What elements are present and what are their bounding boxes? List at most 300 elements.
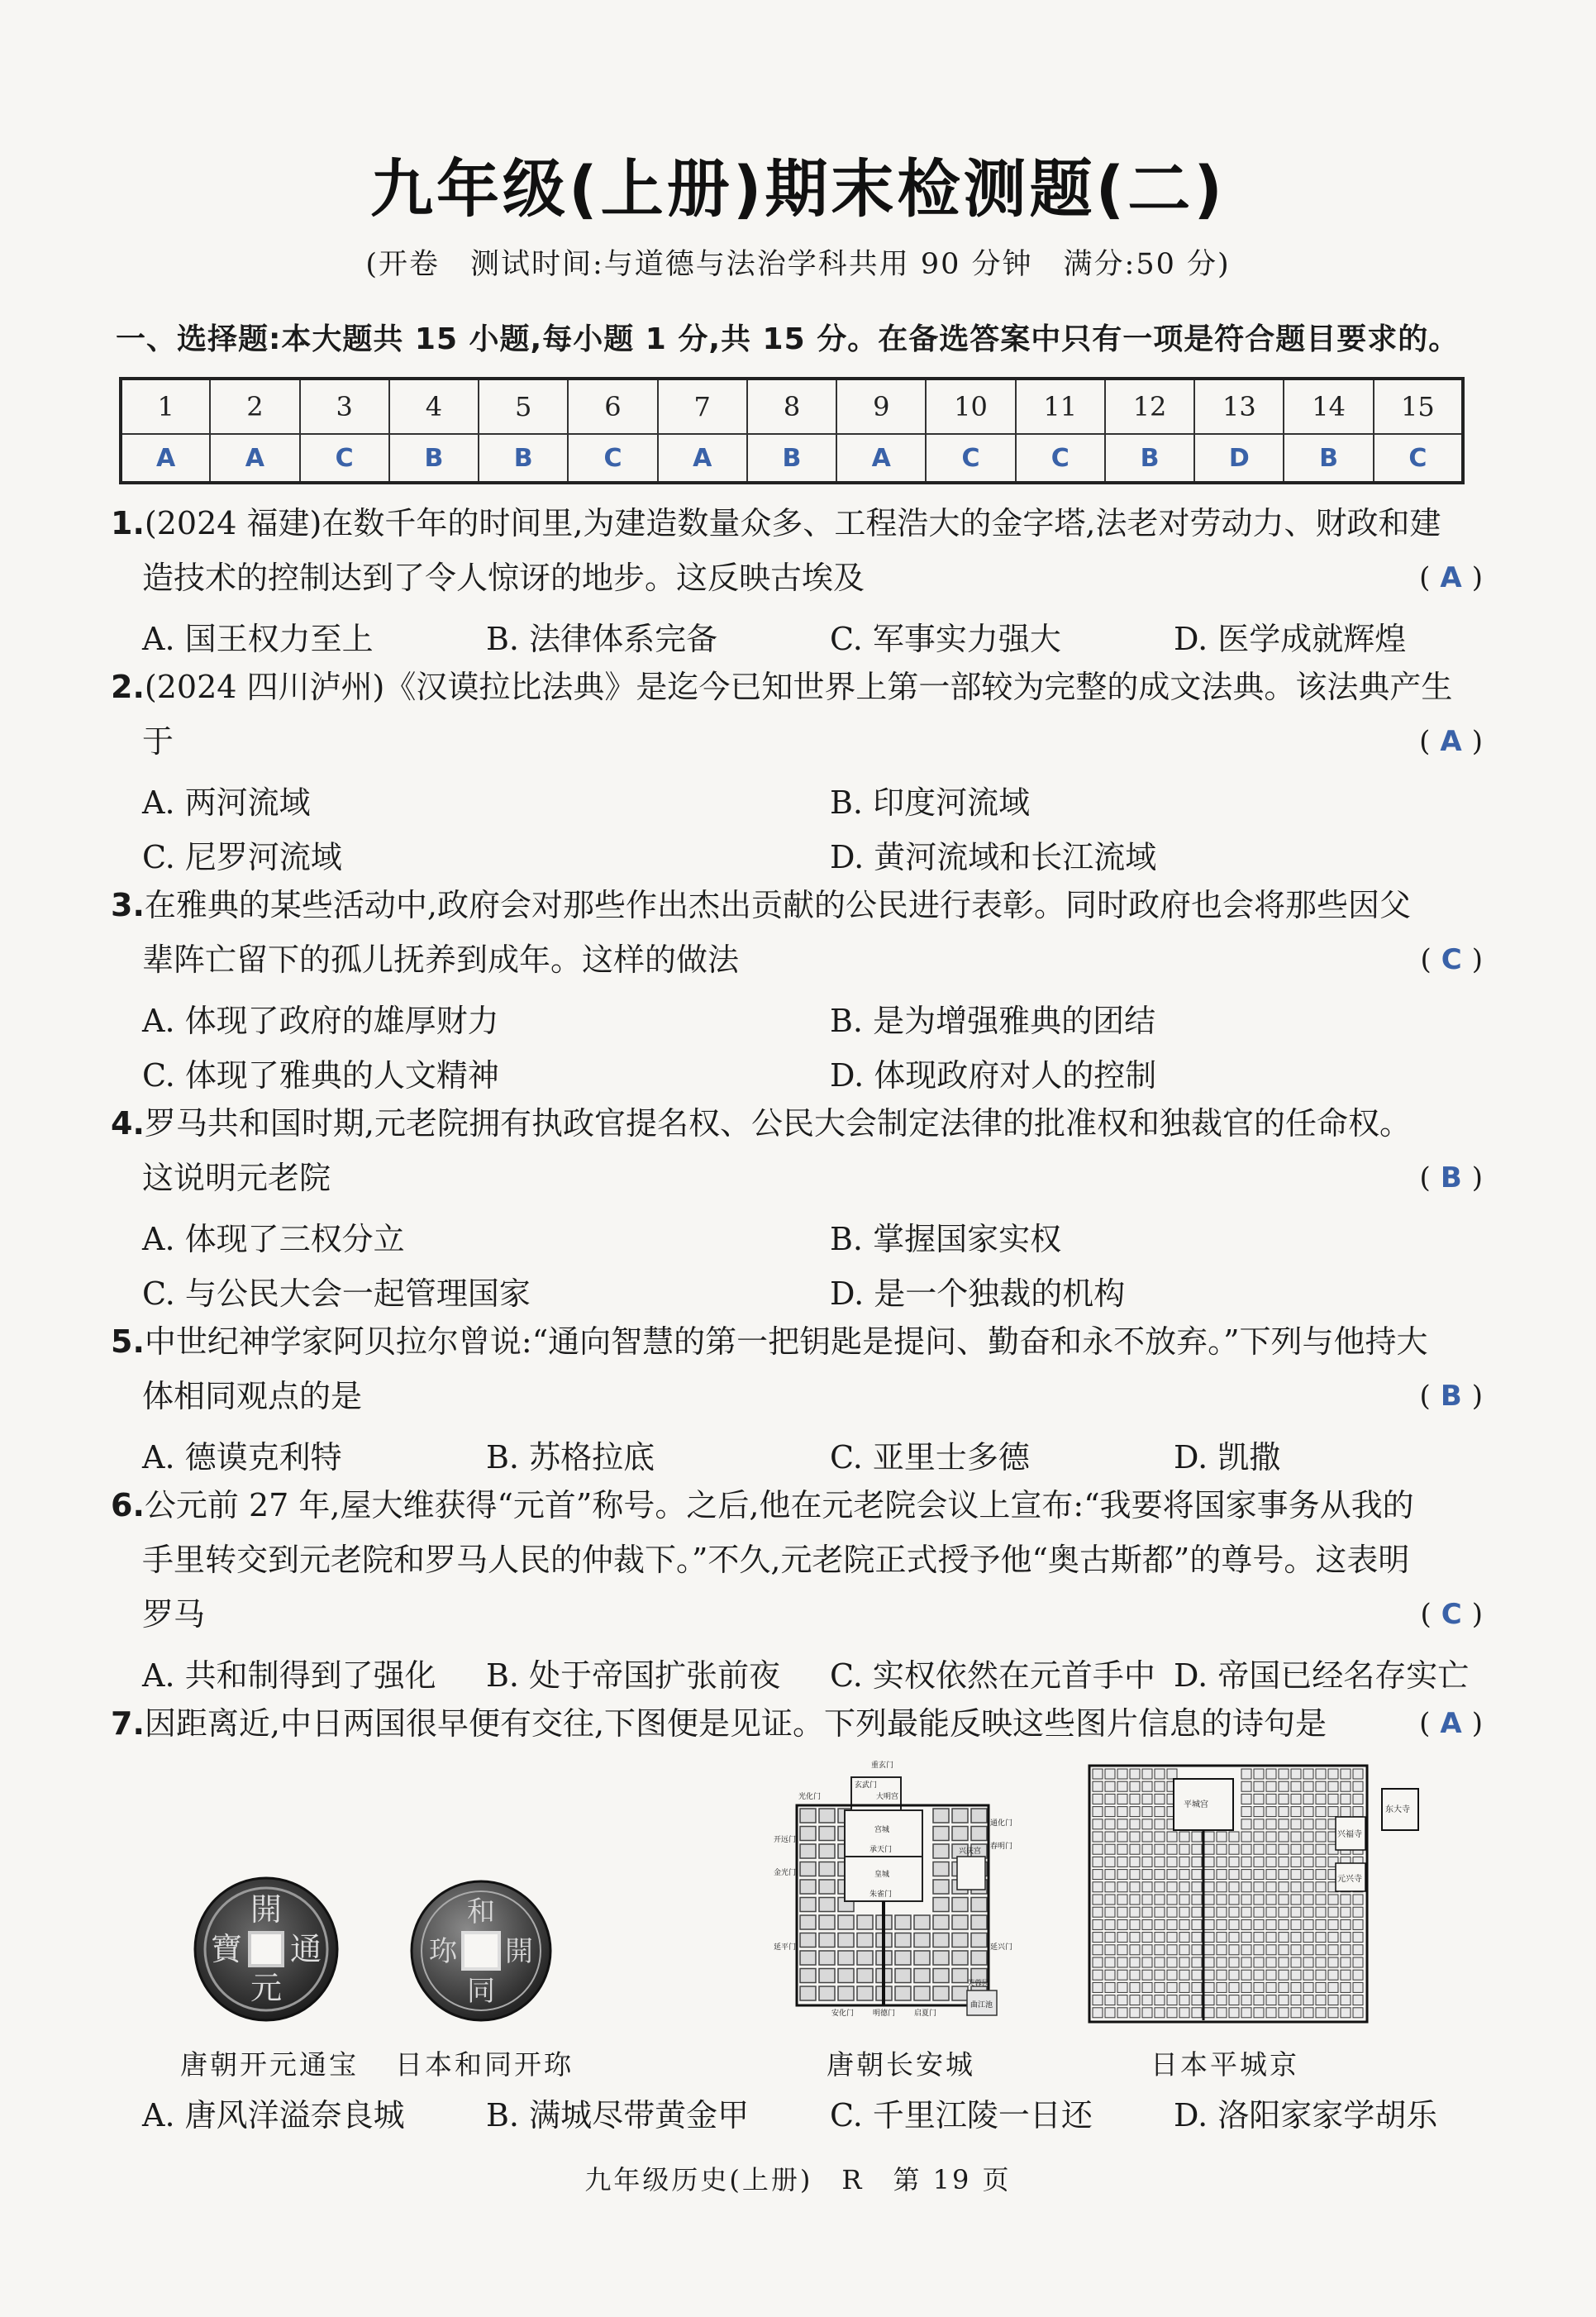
answer-table-number-cell: 9 xyxy=(836,379,926,434)
map-label: 芙蓉园 xyxy=(967,1980,990,1988)
city-ward-block xyxy=(1341,1794,1351,1804)
city-ward-block xyxy=(1130,1857,1140,1866)
city-ward-block xyxy=(1142,1882,1152,1892)
city-ward-block xyxy=(914,1986,930,2000)
map-label: 承天门 xyxy=(869,1846,893,1854)
city-ward-block xyxy=(1241,1907,1251,1917)
city-ward-block xyxy=(1328,1895,1338,1905)
city-ward-block xyxy=(1303,1794,1313,1804)
city-ward-block xyxy=(1117,2008,1127,2018)
city-ward-block xyxy=(1142,1933,1152,1943)
coin-char: 和 xyxy=(467,1895,495,1928)
answer-table-number-cell: 15 xyxy=(1374,379,1463,434)
city-ward-block xyxy=(1254,1844,1264,1854)
city-ward-block xyxy=(819,1951,835,1965)
city-ward-block xyxy=(1241,1982,1251,1992)
city-ward-block xyxy=(1229,2008,1239,2018)
map-label: 通化门 xyxy=(990,1819,1013,1828)
city-ward-block xyxy=(1303,1957,1313,1967)
city-ward-block xyxy=(1341,1945,1351,1955)
city-ward-block xyxy=(1167,1982,1177,1992)
city-ward-block xyxy=(1279,1870,1289,1880)
city-ward-block xyxy=(1303,1933,1313,1943)
answer-bracket: ( A ) xyxy=(1419,1707,1483,1740)
city-ward-block xyxy=(933,1933,949,1948)
city-ward-block xyxy=(1117,1995,1127,2005)
map-label: 朱雀门 xyxy=(869,1890,893,1899)
city-ward-block xyxy=(838,1986,854,2000)
city-ward-block xyxy=(895,1969,911,1983)
city-ward-block xyxy=(1117,1933,1127,1943)
map-label: 延兴门 xyxy=(990,1943,1013,1952)
city-ward-block xyxy=(1254,1895,1264,1905)
map-label: 春明门 xyxy=(990,1843,1013,1851)
city-ward-block xyxy=(1316,1819,1326,1829)
city-ward-block xyxy=(1316,2008,1326,2018)
city-ward-block xyxy=(1279,1895,1289,1905)
city-ward-block xyxy=(1192,1919,1202,1929)
city-ward-block xyxy=(1353,1919,1363,1929)
city-ward-block xyxy=(1155,1882,1165,1892)
map-label: 开远门 xyxy=(774,1836,797,1844)
city-ward-block xyxy=(1105,1995,1115,2005)
city-ward-block xyxy=(933,1844,949,1858)
question-text: 在雅典的某些活动中,政府会对那些作出杰出贡献的公民进行表彰。同时政府也会将那些因父 xyxy=(144,887,1411,923)
city-ward-block xyxy=(952,1951,968,1965)
city-ward-block xyxy=(971,1898,987,1912)
city-ward-block xyxy=(1229,1970,1239,1980)
city-ward-block xyxy=(1291,1970,1301,1980)
option-a: A. 德谟克利特 xyxy=(142,1439,342,1476)
city-ward-block xyxy=(1130,1945,1140,1955)
city-ward-block xyxy=(1303,1982,1313,1992)
city-ward-block xyxy=(1105,1807,1115,1817)
city-ward-block xyxy=(1167,2008,1177,2018)
city-ward-block xyxy=(1130,1870,1140,1880)
city-ward-block xyxy=(895,1986,911,2000)
question-number: 3. xyxy=(111,887,145,923)
answer-table-number-cell: 7 xyxy=(658,379,747,434)
city-ward-block xyxy=(1192,2008,1202,2018)
city-ward-block xyxy=(1093,1982,1103,1992)
city-ward-block xyxy=(1303,1970,1313,1980)
city-ward-block xyxy=(1142,1982,1152,1992)
city-ward-block xyxy=(1142,1794,1152,1804)
city-ward-block xyxy=(1291,1982,1301,1992)
city-ward-block xyxy=(1142,1995,1152,2005)
city-ward-block xyxy=(1155,1819,1165,1829)
city-ward-block xyxy=(1204,2008,1214,2018)
city-ward-block xyxy=(1316,1945,1326,1955)
city-ward-block xyxy=(1093,1945,1103,1955)
answer-table-answer-cell: C xyxy=(926,434,1015,483)
city-ward-block xyxy=(1316,1781,1326,1791)
city-ward-block xyxy=(1266,1794,1276,1804)
city-ward-block xyxy=(1241,1933,1251,1943)
answer-bracket: ( A ) xyxy=(1419,561,1483,594)
city-ward-block xyxy=(1266,1882,1276,1892)
city-ward-block xyxy=(933,1951,949,1965)
coin-char: 通 xyxy=(289,1931,322,1967)
city-ward-block xyxy=(1130,1895,1140,1905)
city-ward-block xyxy=(1204,1844,1214,1854)
city-ward-block xyxy=(1266,1907,1276,1917)
question-number: 7. xyxy=(111,1705,145,1742)
city-ward-block xyxy=(952,1986,968,2000)
city-ward-block xyxy=(1291,1919,1301,1929)
city-ward-block xyxy=(1167,1882,1177,1892)
city-ward-block xyxy=(1217,1957,1227,1967)
map-label: 曲江池 xyxy=(970,2001,993,2009)
city-ward-block xyxy=(1217,1870,1227,1880)
city-ward-block xyxy=(1229,1844,1239,1854)
answer-bracket: ( B ) xyxy=(1419,1380,1483,1413)
city-ward-block xyxy=(1341,1970,1351,1980)
city-ward-block xyxy=(1204,1895,1214,1905)
city-ward-block xyxy=(1303,1919,1313,1929)
option-d: D. 是一个独裁的机构 xyxy=(830,1275,1126,1312)
map-label: 元兴寺 xyxy=(1337,1875,1362,1884)
city-ward-block xyxy=(1328,1982,1338,1992)
question-text: 罗马共和国时期,元老院拥有执政官提名权、公民大会制定法律的批准权和独裁官的任命权。 xyxy=(144,1105,1411,1142)
answer-table-number-cell: 2 xyxy=(210,379,299,434)
city-ward-block xyxy=(1192,1982,1202,1992)
city-ward-block xyxy=(933,1862,949,1876)
city-ward-block xyxy=(1204,1957,1214,1967)
answer-letter: A xyxy=(1440,561,1462,594)
city-ward-block xyxy=(1155,1945,1165,1955)
city-ward-block xyxy=(857,1915,873,1929)
city-ward-block xyxy=(1266,1945,1276,1955)
city-ward-block xyxy=(1204,1945,1214,1955)
city-ward-block xyxy=(1142,1807,1152,1817)
city-ward-block xyxy=(1316,1769,1326,1779)
city-ward-block xyxy=(1291,1857,1301,1866)
option-c: C. 实权依然在元首手中 xyxy=(830,1657,1155,1694)
question-4 xyxy=(111,1096,1483,1205)
city-ward-block xyxy=(1167,1970,1177,1980)
city-ward-block xyxy=(1155,1895,1165,1905)
city-ward-block xyxy=(1254,1970,1264,1980)
city-ward-block xyxy=(1279,1907,1289,1917)
city-ward-block xyxy=(1341,1895,1351,1905)
city-ward-block xyxy=(819,1969,835,1983)
city-ward-block xyxy=(800,1880,816,1894)
city-ward-block xyxy=(1241,1957,1251,1967)
city-ward-block xyxy=(1155,1781,1165,1791)
city-ward-block xyxy=(1192,1970,1202,1980)
city-ward-block xyxy=(1155,1844,1165,1854)
city-ward-block xyxy=(1117,1970,1127,1980)
city-ward-block xyxy=(1241,1769,1251,1779)
city-ward-block xyxy=(1353,1781,1363,1791)
city-ward-block xyxy=(1316,1794,1326,1804)
city-ward-block xyxy=(1279,1945,1289,1955)
city-ward-block xyxy=(1167,1769,1177,1779)
question-text: 手里转交到元老院和罗马人民的仲裁下。”不久,元老院正式授予他“奥古斯都”的尊号。这表明 xyxy=(142,1542,1410,1578)
city-ward-block xyxy=(1316,1882,1326,1892)
city-ward-block xyxy=(1130,1807,1140,1817)
city-ward-block xyxy=(1254,1832,1264,1842)
city-ward-block xyxy=(1353,1769,1363,1779)
coin-char: 開 xyxy=(505,1935,533,1968)
coin-char: 同 xyxy=(467,1975,495,2008)
city-ward-block xyxy=(1266,1832,1276,1842)
city-ward-block xyxy=(1130,1957,1140,1967)
city-ward-block xyxy=(1217,1844,1227,1854)
city-ward-block xyxy=(800,1951,816,1965)
city-ward-block xyxy=(1254,1857,1264,1866)
city-ward-block xyxy=(1204,1970,1214,1980)
city-ward-block xyxy=(1130,2008,1140,2018)
city-ward-block xyxy=(1241,1919,1251,1929)
city-ward-block xyxy=(1179,1970,1189,1980)
city-ward-block xyxy=(1093,1970,1103,1980)
city-ward-block xyxy=(1254,1957,1264,1967)
map-label: 重玄门 xyxy=(871,1762,894,1770)
answer-table-number-cell: 5 xyxy=(479,379,568,434)
city-ward-block xyxy=(1204,1995,1214,2005)
city-ward-block xyxy=(1279,1933,1289,1943)
city-ward-block xyxy=(1105,1769,1115,1779)
city-ward-block xyxy=(1155,1970,1165,1980)
city-ward-block xyxy=(1179,1907,1189,1917)
city-ward-block xyxy=(1142,1769,1152,1779)
question-text: 罗马 xyxy=(142,1596,206,1633)
city-ward-block xyxy=(1105,1857,1115,1866)
option-a: A. 体现了政府的雄厚财力 xyxy=(142,1003,499,1039)
city-ward-block xyxy=(1117,1844,1127,1854)
city-ward-block xyxy=(1279,1819,1289,1829)
city-ward-block xyxy=(1241,1895,1251,1905)
city-ward-block xyxy=(1241,1857,1251,1866)
city-ward-block xyxy=(1130,1832,1140,1842)
question-text: 于 xyxy=(142,723,174,760)
map-label: 兴福寺 xyxy=(1337,1830,1362,1839)
city-ward-block xyxy=(1105,1781,1115,1791)
city-ward-block xyxy=(1229,1857,1239,1866)
city-ward-block xyxy=(1217,1857,1227,1866)
option-c: C. 军事实力强大 xyxy=(830,621,1061,657)
city-ward-block xyxy=(1341,1919,1351,1929)
city-ward-block xyxy=(1179,1844,1189,1854)
city-ward-block xyxy=(1353,1957,1363,1967)
city-ward-block xyxy=(1093,1781,1103,1791)
city-ward-block xyxy=(1093,2008,1103,2018)
answer-table-number-cell: 12 xyxy=(1105,379,1194,434)
city-ward-block xyxy=(819,1827,835,1841)
city-ward-block xyxy=(1179,1832,1189,1842)
caption-heijokyo: 日本平城京 xyxy=(1151,2048,1299,2081)
map-label: 皇城 xyxy=(874,1871,890,1879)
city-ward-block xyxy=(1204,1832,1214,1842)
option-c: C. 千里江陵一日还 xyxy=(830,2097,1093,2133)
city-ward-block xyxy=(1192,1957,1202,1967)
city-ward-block xyxy=(1303,1819,1313,1829)
city-ward-block xyxy=(1167,1895,1177,1905)
city-ward-block xyxy=(1142,1781,1152,1791)
city-ward-block xyxy=(1217,1945,1227,1955)
city-ward-block xyxy=(819,1844,835,1858)
city-ward-block xyxy=(1279,1882,1289,1892)
city-ward-block xyxy=(1241,1781,1251,1791)
city-ward-block xyxy=(1328,1781,1338,1791)
city-ward-block xyxy=(1093,1895,1103,1905)
city-ward-block xyxy=(1328,1907,1338,1917)
city-ward-block xyxy=(1291,1995,1301,2005)
city-ward-block xyxy=(1155,1769,1165,1779)
city-ward-block xyxy=(1142,1945,1152,1955)
city-ward-block xyxy=(1303,1857,1313,1866)
city-ward-block xyxy=(1217,1882,1227,1892)
city-ward-block xyxy=(1192,1882,1202,1892)
answer-table-number-cell: 11 xyxy=(1016,379,1105,434)
city-ward-block xyxy=(1155,1857,1165,1866)
city-ward-block xyxy=(1155,1919,1165,1929)
city-ward-block xyxy=(1316,1832,1326,1842)
city-ward-block xyxy=(1117,1807,1127,1817)
map-label: 东大寺 xyxy=(1385,1805,1410,1814)
city-ward-block xyxy=(952,1809,968,1823)
city-ward-block xyxy=(1093,1857,1103,1866)
city-ward-block xyxy=(1279,1807,1289,1817)
city-ward-block xyxy=(1204,1857,1214,1866)
caption-wado-coin: 日本和同开珎 xyxy=(395,2048,574,2081)
city-ward-block xyxy=(1229,1995,1239,2005)
option-b: B. 处于帝国扩张前夜 xyxy=(486,1657,781,1694)
city-ward-block xyxy=(1204,1907,1214,1917)
city-ward-block xyxy=(933,1898,949,1912)
question-3 xyxy=(111,878,1483,987)
city-ward-block xyxy=(1303,1807,1313,1817)
city-ward-block xyxy=(1105,1919,1115,1929)
city-ward-block xyxy=(1229,1933,1239,1943)
city-ward-block xyxy=(1155,1807,1165,1817)
city-ward-block xyxy=(1303,1844,1313,1854)
option-b: B. 是为增强雅典的团结 xyxy=(830,1003,1156,1039)
option-c: C. 与公民大会一起管理国家 xyxy=(142,1275,531,1312)
map-label: 玄武门 xyxy=(855,1781,878,1790)
city-ward-block xyxy=(1093,1807,1103,1817)
option-d: D. 医学成就辉煌 xyxy=(1174,621,1407,657)
answer-letter: B xyxy=(1440,1380,1462,1413)
city-ward-block xyxy=(1093,1919,1103,1929)
city-ward-block xyxy=(1155,1907,1165,1917)
city-ward-block xyxy=(1105,2008,1115,2018)
city-ward-block xyxy=(1142,1957,1152,1967)
city-ward-block xyxy=(1229,1957,1239,1967)
city-ward-block xyxy=(1254,2008,1264,2018)
option-d: D. 黄河流域和长江流域 xyxy=(830,839,1157,875)
answer-letter: C xyxy=(1441,1598,1462,1631)
xingqing-palace-block xyxy=(957,1857,985,1890)
city-ward-block xyxy=(1266,1769,1276,1779)
city-ward-block xyxy=(800,1915,816,1929)
city-ward-block xyxy=(1192,1995,1202,2005)
city-ward-block xyxy=(1279,1844,1289,1854)
city-ward-block xyxy=(895,1933,911,1948)
city-ward-block xyxy=(1130,1819,1140,1829)
city-ward-block xyxy=(1291,1907,1301,1917)
city-ward-block xyxy=(1279,1919,1289,1929)
answer-bracket: ( C ) xyxy=(1420,943,1483,976)
city-ward-block xyxy=(1241,1819,1251,1829)
answer-table-number-cell: 14 xyxy=(1284,379,1373,434)
option-a: A. 共和制得到了强化 xyxy=(142,1657,436,1694)
city-ward-block xyxy=(1192,1870,1202,1880)
city-ward-block xyxy=(1105,1970,1115,1980)
question-text: 中世纪神学家阿贝拉尔曾说:“通向智慧的第一把钥匙是提问、勤奋和永不放弃。”下列与他持大 xyxy=(144,1323,1428,1360)
city-ward-block xyxy=(914,1969,930,1983)
city-ward-block xyxy=(1192,1857,1202,1866)
city-ward-block xyxy=(1303,1945,1313,1955)
city-ward-block xyxy=(1217,1919,1227,1929)
city-ward-block xyxy=(1117,1857,1127,1866)
city-ward-block xyxy=(1130,1982,1140,1992)
city-ward-block xyxy=(1105,1844,1115,1854)
city-ward-block xyxy=(1328,1919,1338,1929)
city-ward-block xyxy=(1241,1970,1251,1980)
question-6 xyxy=(111,1478,1483,1642)
city-ward-block xyxy=(1291,1794,1301,1804)
city-ward-block xyxy=(1254,1794,1264,1804)
city-ward-block xyxy=(1254,1882,1264,1892)
city-ward-block xyxy=(1303,2008,1313,2018)
city-ward-block xyxy=(1291,1957,1301,1967)
city-ward-block xyxy=(1105,1957,1115,1967)
city-ward-block xyxy=(1266,1844,1276,1854)
option-d: D. 体现政府对人的控制 xyxy=(830,1057,1157,1094)
city-ward-block xyxy=(1229,1882,1239,1892)
city-ward-block xyxy=(1105,1933,1115,1943)
option-d: D. 帝国已经名存实亡 xyxy=(1174,1657,1470,1694)
question-text: 辈阵亡留下的孤儿抚养到成年。这样的做法 xyxy=(142,942,740,978)
city-ward-block xyxy=(1217,1982,1227,1992)
question-2 xyxy=(111,660,1483,769)
city-ward-block xyxy=(1291,1832,1301,1842)
city-ward-block xyxy=(819,1898,835,1912)
answer-table-number-cell: 6 xyxy=(568,379,657,434)
map-label: 兴庆宫 xyxy=(959,1847,982,1856)
question-number: 1. xyxy=(111,505,145,541)
answer-letter: A xyxy=(1440,1707,1462,1740)
city-ward-block xyxy=(857,1951,873,1965)
option-a: A. 体现了三权分立 xyxy=(142,1221,405,1257)
city-ward-block xyxy=(1105,1895,1115,1905)
city-ward-block xyxy=(914,1933,930,1948)
city-ward-block xyxy=(1279,1832,1289,1842)
city-ward-block xyxy=(1254,1933,1264,1943)
city-ward-block xyxy=(1142,1819,1152,1829)
option-c: C. 体现了雅典的人文精神 xyxy=(142,1057,499,1094)
city-ward-block xyxy=(1217,1907,1227,1917)
city-ward-block xyxy=(1266,1807,1276,1817)
city-ward-block xyxy=(971,1951,987,1965)
city-ward-block xyxy=(1254,1870,1264,1880)
city-ward-block xyxy=(1105,1907,1115,1917)
answer-table-answer-row xyxy=(121,434,1463,483)
city-ward-block xyxy=(1279,1769,1289,1779)
city-ward-block xyxy=(1266,1970,1276,1980)
city-ward-block xyxy=(1303,1832,1313,1842)
city-ward-block xyxy=(1266,1870,1276,1880)
city-ward-block xyxy=(952,1827,968,1841)
option-d: D. 洛阳家家学胡乐 xyxy=(1174,2097,1438,2133)
city-ward-block xyxy=(1279,1970,1289,1980)
city-ward-block xyxy=(1167,1995,1177,2005)
city-ward-block xyxy=(1105,1832,1115,1842)
city-ward-block xyxy=(1093,1794,1103,1804)
